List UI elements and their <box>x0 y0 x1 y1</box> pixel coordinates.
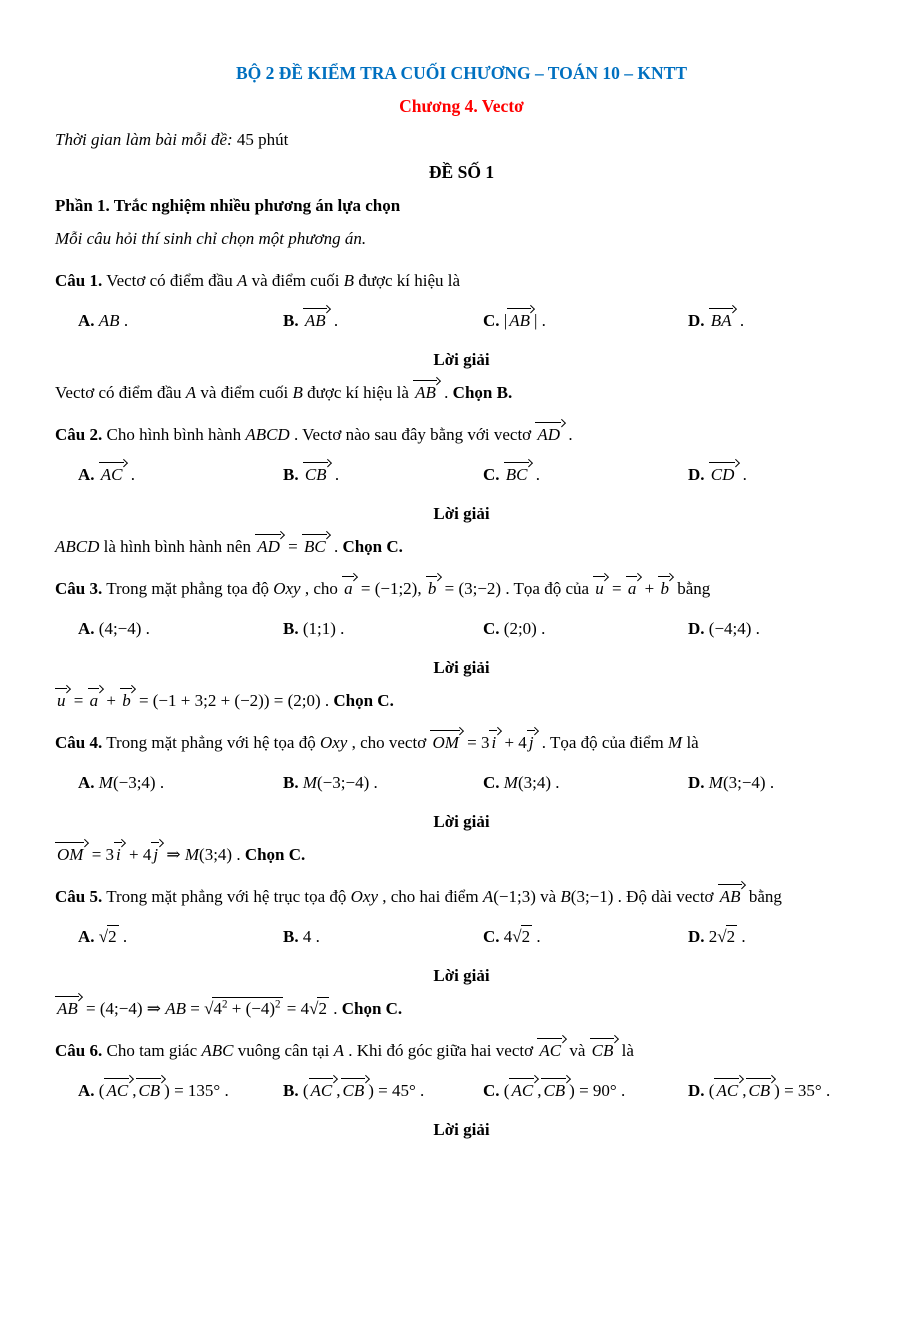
option-text: √2 . <box>98 927 128 946</box>
vector-overline-arrow: u <box>593 575 608 599</box>
options-row <box>55 766 868 799</box>
option-key: B. <box>283 311 299 330</box>
sqrt-radical: $√4^2 + (-4)^2$ <box>204 998 281 1018</box>
vector-overline-arrow: AC <box>714 1077 742 1101</box>
option-item <box>78 612 283 645</box>
vector-overline-arrow: AB <box>718 883 745 907</box>
exam-number: ĐỀ SỐ 1 <box>428 162 495 182</box>
vector-overline-arrow: CB <box>341 1077 369 1101</box>
option-key: C. <box>483 465 500 484</box>
solution-label: Lời giải <box>433 966 490 985</box>
vector-overline-arrow: AC <box>537 1037 565 1061</box>
part-title: Phần 1. Trắc nghiệm nhiều phương án lựa chọn <box>55 196 401 215</box>
option-text: BC . <box>504 465 540 484</box>
page-title: BỘ 2 ĐỀ KIỂM TRA CUỐI CHƯƠNG – TOÁN 10 – KNTT <box>235 63 687 83</box>
vector-overline-arrow: AB <box>55 995 82 1019</box>
vector-overline-arrow: AC <box>104 1077 132 1101</box>
solution-label: Lời giải <box>433 504 490 523</box>
vector-overline-arrow: b <box>120 687 135 711</box>
option-text: ( AC , CB ) = 35° . <box>709 1081 830 1100</box>
vector-overline-arrow: AC <box>309 1077 337 1101</box>
question-text: Trong mặt phẳng tọa độ Oxy , cho a = (−1;2), b = (3;−2) . Tọa độ của u = a + b bằng <box>106 579 710 598</box>
question-label: Câu 4. <box>55 733 103 752</box>
vector-overline-arrow: BC <box>504 461 532 485</box>
solution-label: Lời giải <box>433 658 490 677</box>
option-item <box>78 304 283 337</box>
option-item <box>688 458 868 491</box>
option-text: M(−3;4) . <box>98 773 165 792</box>
vector-overline-arrow: i <box>489 729 500 753</box>
vector-overline-arrow: AC <box>99 461 127 485</box>
option-text: AB . <box>98 311 129 330</box>
option-text: M(3;4) . <box>503 773 560 792</box>
option-key: D. <box>688 773 705 792</box>
option-text: 4 . <box>302 927 320 946</box>
option-key: B. <box>283 465 299 484</box>
solution-text: ABCD là hình bình hành nên AD = BC . Chọn C. <box>55 530 868 563</box>
vector-overline-arrow: CB <box>746 1077 774 1101</box>
option-text: (1;1) . <box>302 619 345 638</box>
option-item <box>283 1074 483 1107</box>
solution-text: u = a + b = (−1 + 3;2 + (−2)) = (2;0) . Chọn C. <box>55 684 868 717</box>
vector-overline-arrow: b <box>426 575 441 599</box>
option-item <box>688 304 868 337</box>
option-key: A. <box>78 311 95 330</box>
solution-text: Vectơ có điểm đầu A và điểm cuối B được kí hiệu là AB . Chọn B. <box>55 376 868 409</box>
option-key: C. <box>483 773 500 792</box>
sqrt-radical: √2 <box>512 927 531 946</box>
vector-overline-arrow: CB <box>136 1077 164 1101</box>
options-row <box>55 612 868 645</box>
option-key: A. <box>78 465 95 484</box>
solution-text: OM = 3 i + 4 j ⇒ M(3;4) . Chọn C. <box>55 838 868 871</box>
vector-overline-arrow: AC <box>509 1077 537 1101</box>
question-line <box>55 264 868 297</box>
option-key: B. <box>283 1081 299 1100</box>
solution-label: Lời giải <box>433 812 490 831</box>
option-text: M(3;−4) . <box>708 773 775 792</box>
option-key: B. <box>283 773 299 792</box>
option-key: D. <box>688 927 705 946</box>
option-key: A. <box>78 773 95 792</box>
question-block <box>55 880 868 1025</box>
option-text: 4√2 . <box>503 927 541 946</box>
option-item <box>688 920 868 953</box>
option-text: AB . <box>303 311 338 330</box>
option-item <box>78 1074 283 1107</box>
options-row <box>55 304 868 337</box>
time-label: Thời gian làm bài mỗi đề: <box>55 130 233 149</box>
solution-label: Lời giải <box>433 1120 490 1139</box>
option-key: B. <box>283 619 299 638</box>
question-line <box>55 726 868 759</box>
part-note-line <box>55 222 868 255</box>
question-line <box>55 572 868 605</box>
vector-overline-arrow: CB <box>590 1037 618 1061</box>
option-text: 2√2 . <box>708 927 746 946</box>
question-label: Câu 3. <box>55 579 103 598</box>
options-row <box>55 1074 868 1107</box>
option-item <box>78 920 283 953</box>
question-label: Câu 6. <box>55 1041 103 1060</box>
vector-overline-arrow: CB <box>303 461 331 485</box>
option-text: CD . <box>709 465 747 484</box>
vector-overline-arrow: CD <box>709 461 739 485</box>
option-text: M(−3;−4) . <box>302 773 378 792</box>
question-text: Trong mặt phẳng với hệ tọa độ Oxy , cho vectơ OM = 3 i + 4 j . Tọa độ của điểm M là <box>106 733 699 752</box>
option-item <box>688 766 868 799</box>
options-row <box>55 458 868 491</box>
option-text: AC . <box>99 465 135 484</box>
vector-overline-arrow: u <box>55 687 70 711</box>
vector-overline-arrow: AB <box>507 307 534 331</box>
question-block <box>55 572 868 717</box>
option-item <box>283 458 483 491</box>
option-item <box>688 612 868 645</box>
option-key: A. <box>78 927 95 946</box>
option-item <box>78 766 283 799</box>
option-key: D. <box>688 311 705 330</box>
vector-overline-arrow: a <box>626 575 641 599</box>
sqrt-radical: √2 <box>717 927 736 946</box>
part-note: Mỗi câu hỏi thí sinh chỉ chọn một phương án. <box>55 229 367 248</box>
option-item <box>283 304 483 337</box>
vector-overline-arrow: OM <box>55 841 87 865</box>
option-item <box>483 920 688 953</box>
option-key: C. <box>483 927 500 946</box>
option-key: A. <box>78 619 95 638</box>
vector-overline-arrow: i <box>114 841 125 865</box>
vector-overline-arrow: b <box>658 575 673 599</box>
question-label: Câu 1. <box>55 271 103 290</box>
option-item <box>78 458 283 491</box>
solution-text: AB = (4;−4) ⇒ AB = $√4^2 + (-4)^2 = 4√2$ . Chọn C. <box>55 992 868 1025</box>
question-text: Trong mặt phẳng với hệ trục tọa độ Oxy , cho hai điểm A(−1;3) và B(3;−1) . Độ dài vectơ AB bằng <box>106 887 782 906</box>
question-text: Cho hình bình hành ABCD . Vectơ nào sau đây bằng với vectơ AD . <box>106 425 572 444</box>
option-key: D. <box>688 619 705 638</box>
question-block <box>55 418 868 563</box>
option-item <box>483 766 688 799</box>
question-block <box>55 726 868 871</box>
vector-overline-arrow: AD <box>255 533 284 557</box>
chapter-title: Chương 4. Vectơ <box>399 96 524 116</box>
solution-label: Lời giải <box>433 350 490 369</box>
vector-overline-arrow: CB <box>541 1077 569 1101</box>
questions-container <box>55 264 868 1146</box>
option-text: ( AC , CB ) = 45° . <box>303 1081 424 1100</box>
question-text: Vectơ có điểm đầu A và điểm cuối B được kí hiệu là <box>106 271 461 290</box>
vector-overline-arrow: AB <box>303 307 330 331</box>
vector-overline-arrow: AB <box>413 379 440 403</box>
option-text: | AB | . <box>504 311 546 330</box>
option-key: C. <box>483 619 500 638</box>
option-key: A. <box>78 1081 95 1100</box>
option-item <box>483 1074 688 1107</box>
option-key: D. <box>688 1081 705 1100</box>
option-key: B. <box>283 927 299 946</box>
sqrt-radical: √2 <box>98 927 117 946</box>
option-text: (−4;4) . <box>708 619 760 638</box>
option-key: C. <box>483 1081 500 1100</box>
question-block <box>55 1034 868 1146</box>
vector-overline-arrow: j <box>151 841 162 865</box>
option-item <box>483 304 688 337</box>
option-text: ( AC , CB ) = 90° . <box>504 1081 625 1100</box>
question-label: Câu 5. <box>55 887 103 906</box>
vector-overline-arrow: a <box>342 575 357 599</box>
question-text: Cho tam giác ABC vuông cân tại A . Khi đó góc giữa hai vectơ AC và CB là <box>106 1041 633 1060</box>
vector-overline-arrow: BC <box>302 533 330 557</box>
option-item <box>283 920 483 953</box>
option-key: C. <box>483 311 500 330</box>
question-block <box>55 264 868 409</box>
option-text: ( AC , CB ) = 135° . <box>99 1081 229 1100</box>
option-item <box>483 612 688 645</box>
vector-overline-arrow: OM <box>430 729 462 753</box>
time-line <box>55 123 868 156</box>
option-text: (2;0) . <box>503 619 546 638</box>
vector-overline-arrow: a <box>88 687 103 711</box>
option-text: BA . <box>709 311 744 330</box>
option-item <box>483 458 688 491</box>
option-text: (4;−4) . <box>98 619 150 638</box>
question-label: Câu 2. <box>55 425 103 444</box>
question-line <box>55 880 868 913</box>
option-text: CB . <box>303 465 339 484</box>
time-value: 45 phút <box>236 130 289 149</box>
option-key: D. <box>688 465 705 484</box>
vector-overline-arrow: BA <box>709 307 736 331</box>
option-item <box>688 1074 868 1107</box>
question-line <box>55 418 868 451</box>
option-item <box>283 612 483 645</box>
options-row <box>55 920 868 953</box>
question-line <box>55 1034 868 1067</box>
sqrt-radical: √2 <box>309 999 327 1018</box>
vector-overline-arrow: AD <box>535 421 564 445</box>
option-item <box>283 766 483 799</box>
doc-header <box>55 57 868 255</box>
vector-overline-arrow: j <box>527 729 538 753</box>
